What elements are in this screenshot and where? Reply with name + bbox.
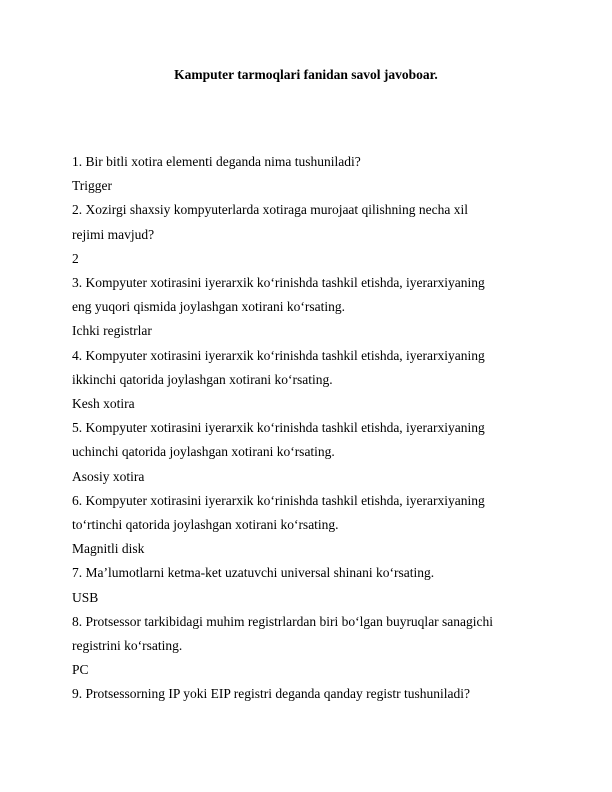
question-9: 9. Protsessorning IP yoki EIP registri deganda qanday registr tushuniladi? <box>72 686 470 702</box>
answer-6: Magnitli disk <box>72 541 145 557</box>
question-2-cont: rejimi mavjud? <box>72 226 155 242</box>
answer-1: Trigger <box>72 178 113 194</box>
question-3: 3. Kompyuter xotirasini iyerarxik ko‘rinishda tashkil etishda, iyerarxiyaning <box>72 275 485 291</box>
question-5: 5. Kompyuter xotirasini iyerarxik ko‘rinishda tashkil etishda, iyerarxiyaning <box>72 420 485 436</box>
question-4: 4. Kompyuter xotirasini iyerarxik ko‘rinishda tashkil etishda, iyerarxiyaning <box>72 347 485 363</box>
question-1: 1. Bir bitli xotira elementi deganda nima tushuniladi? <box>72 154 361 169</box>
document-title: Kamputer tarmoqlari fanidan savol javoboar. <box>174 67 438 82</box>
question-4-cont: ikkinchi qatorida joylashgan xotirani ko‘rsating. <box>72 371 333 387</box>
question-8: 8. Protsessor tarkibidagi muhim registrlardan biri bo‘lgan buyruqlar sanagichi <box>72 613 494 629</box>
question-6: 6. Kompyuter xotirasini iyerarxik ko‘rinishda tashkil etishda, iyerarxiyaning <box>72 492 485 508</box>
answer-4: Kesh xotira <box>72 396 135 412</box>
question-7: 7. Ma’lumotlarni ketma-ket uzatuvchi universal shinani ko‘rsating. <box>72 565 435 581</box>
question-3-cont: eng yuqori qismida joylashgan xotirani ko‘rsating. <box>72 299 345 315</box>
question-2: 2. Xozirgi shaxsiy kompyuterlarda xotiraga murojaat qilishning necha xil <box>72 202 469 218</box>
question-5-cont: uchinchi qatorida joylashgan xotirani ko‘rsating. <box>72 444 335 460</box>
answer-7: USB <box>72 589 99 605</box>
answer-8: PC <box>72 662 89 678</box>
question-8-cont: registrini ko‘rsating. <box>72 638 183 654</box>
answer-3: Ichki registrlar <box>72 323 152 339</box>
qa-list <box>72 150 542 707</box>
answer-2: 2 <box>72 250 79 266</box>
answer-5: Asosiy xotira <box>72 468 145 484</box>
question-6-cont: to‘rtinchi qatorida joylashgan xotirani ko‘rsating. <box>72 517 339 533</box>
